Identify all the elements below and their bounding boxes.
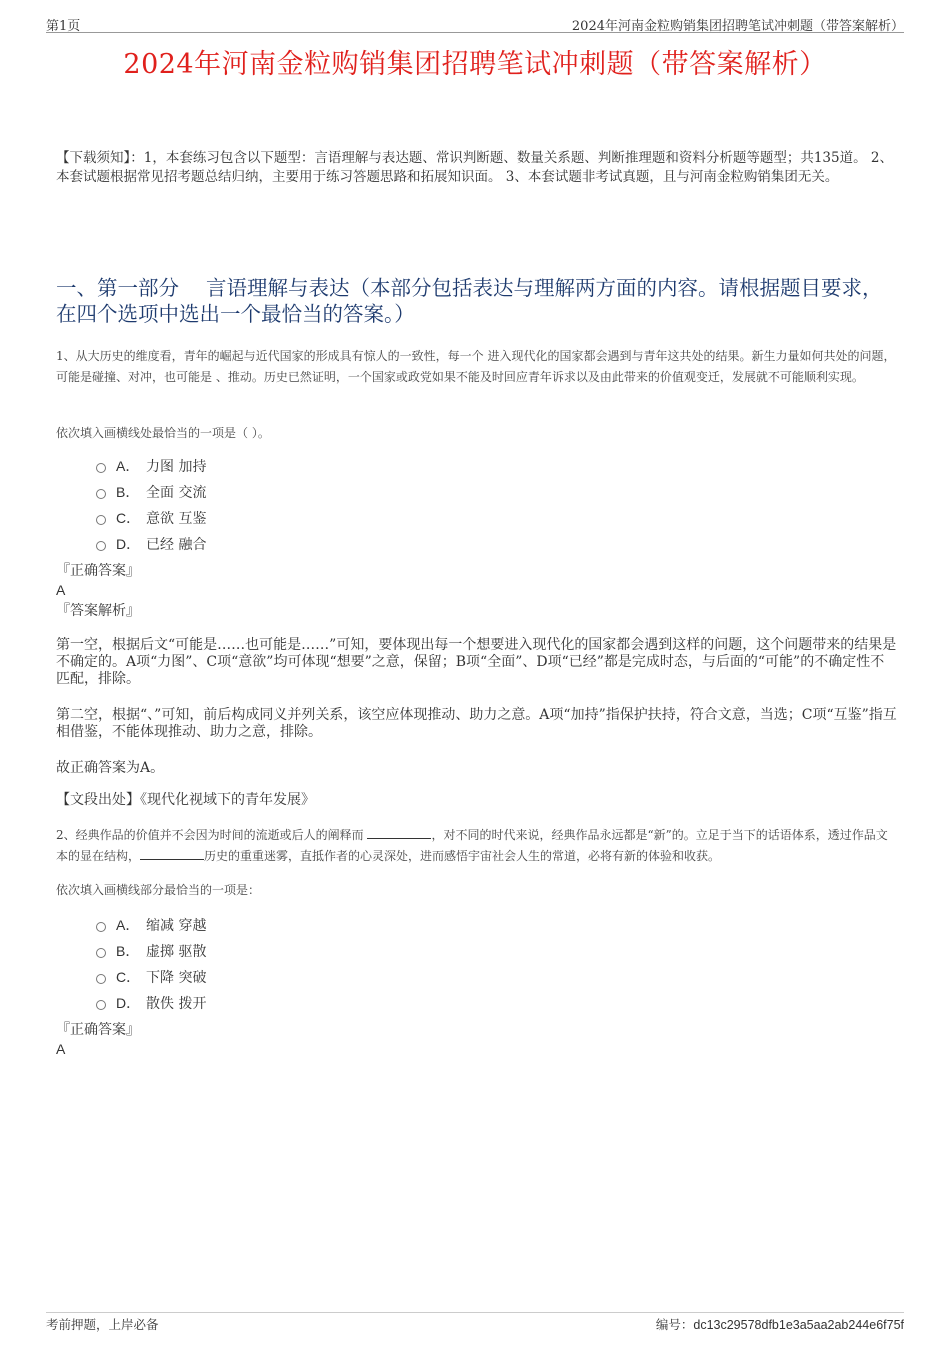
- answer-blank: [367, 826, 431, 839]
- download-notice: 【下载须知】：1，本套练习包含以下题型：言语理解与表达题、常识判断题、数量关系题、判断推理题和资料分析题等题型；共135道。 2、本套试题根据常见招考题总结归纳，主要用于练习答题思路和拓展知识面。 3、本套试题非考试真题，且与河南金粒购销集团无关。: [56, 150, 893, 185]
- option-a[interactable]: [96, 453, 206, 479]
- option-c[interactable]: [96, 505, 206, 531]
- radio-icon[interactable]: [96, 541, 106, 551]
- radio-icon[interactable]: [96, 489, 106, 499]
- text-source: 【文段出处】《现代化视域下的青年发展》: [56, 792, 315, 808]
- option-letter: B．: [116, 484, 140, 500]
- question-2-text: [56, 825, 898, 867]
- question-1-options: [96, 453, 206, 557]
- radio-icon[interactable]: [96, 1000, 106, 1010]
- code-value: dc13c29578dfb1e3a5aa2ab244e6f75f: [693, 1318, 904, 1332]
- page-header: [46, 14, 904, 33]
- radio-icon[interactable]: [96, 463, 106, 473]
- question-1-text: 1、从大历史的维度看，青年的崛起与近代国家的形成具有惊人的一致性，每一个 进入现代化的国家都会遇到与青年这共处的结果。新生力量如何共处的问题，可能是碰撞、对冲，也可能是 、推动。历史已然证明，一个国家或政党如果不能及时回应青年诉求以及由此带来的价值观变迁，发展就不可能顺利实现。: [56, 349, 896, 384]
- option-text: 意欲 互鉴: [146, 511, 207, 527]
- question-1-prompt: 依次填入画横线处最恰当的一项是（ ）。: [56, 426, 270, 440]
- correct-answer-label: 『正确答案』: [56, 563, 140, 579]
- option-d[interactable]: [96, 990, 206, 1016]
- radio-icon[interactable]: [96, 974, 106, 984]
- option-letter: B．: [116, 943, 140, 959]
- question-2-options: [96, 912, 206, 1016]
- question-2-text-b: ，对不同的时代来说，经典作品永远都是“新”的。立足于当下的话语体系，透过作品文本的显在结构，: [56, 828, 888, 863]
- option-letter: D．: [116, 995, 141, 1011]
- option-b[interactable]: [96, 938, 206, 964]
- option-letter: A．: [116, 458, 140, 474]
- option-letter: A．: [116, 917, 140, 933]
- header-doc-title: 2024年河南金粒购销集团招聘笔试冲刺题（带答案解析）: [571, 19, 904, 34]
- option-letter: C．: [116, 969, 141, 985]
- question-2-text-c: 历史的重重迷雾，直抵作者的心灵深处，进而感悟宇宙社会人生的常道，必将有新的体验和收获。: [204, 849, 721, 863]
- option-b[interactable]: [96, 479, 206, 505]
- document-title: 2024年河南金粒购销集团招聘笔试冲刺题（带答案解析）: [123, 49, 827, 80]
- option-letter: C．: [116, 510, 141, 526]
- question-2-prompt: 依次填入画横线部分最恰当的一项是：: [56, 883, 261, 897]
- code-label: 编号：: [655, 1317, 694, 1332]
- analysis-paragraph-1: 第一空，根据后文“可能是……也可能是……”可知，要体现出每一个想要进入现代化的国家都会遇到这样的问题，这个问题带来的结果是不确定的。A项“力图”、C项“意欲”均可体现“想要”之意，保留；B项“全面”、D项“已经”都是完成时态，与后面的“可能”的不确定性不匹配，排除。: [56, 637, 897, 687]
- footer-slogan: 考前押题，上岸必备: [46, 1317, 159, 1332]
- correct-answer: A: [56, 582, 66, 598]
- correct-answer: A: [56, 1041, 66, 1057]
- radio-icon[interactable]: [96, 948, 106, 958]
- question-2-text-a: 2、经典作品的价值并不会因为时间的流逝或后人的阐释而: [56, 828, 368, 842]
- section-title: 一、第一部分 言语理解与表达（本部分包括表达与理解两方面的内容。请根据题目要求，在四个选项中选出一个最恰当的答案。）: [56, 276, 883, 326]
- option-text: 全面 交流: [146, 485, 207, 501]
- analysis-paragraph-2: 第二空，根据“、”可知，前后构成同义并列关系，该空应体现推动、助力之意。A项“加持”指保护扶持，符合文意，当选；C项“互鉴”指互相借鉴，不能体现推动、助力之意，排除。: [56, 707, 897, 740]
- option-letter: D．: [116, 536, 141, 552]
- answer-blank: [140, 847, 204, 860]
- option-a[interactable]: [96, 912, 206, 938]
- radio-icon[interactable]: [96, 922, 106, 932]
- option-text: 已经 融合: [146, 537, 207, 553]
- footer-divider: [46, 1312, 904, 1313]
- option-c[interactable]: [96, 964, 206, 990]
- option-text: 下降 突破: [146, 970, 207, 986]
- option-text: 缩减 穿越: [146, 918, 207, 934]
- analysis-label: 『答案解析』: [56, 603, 140, 619]
- correct-answer-label: 『正确答案』: [56, 1022, 140, 1038]
- radio-icon[interactable]: [96, 515, 106, 525]
- option-d[interactable]: [96, 531, 206, 557]
- footer-code: [656, 1315, 904, 1333]
- page-number: 第1页: [46, 19, 81, 34]
- analysis-paragraph-3: 故正确答案为A。: [56, 760, 165, 776]
- option-text: 虚掷 驱散: [146, 944, 207, 960]
- option-text: 力图 加持: [146, 459, 207, 475]
- option-text: 散佚 拨开: [146, 996, 207, 1012]
